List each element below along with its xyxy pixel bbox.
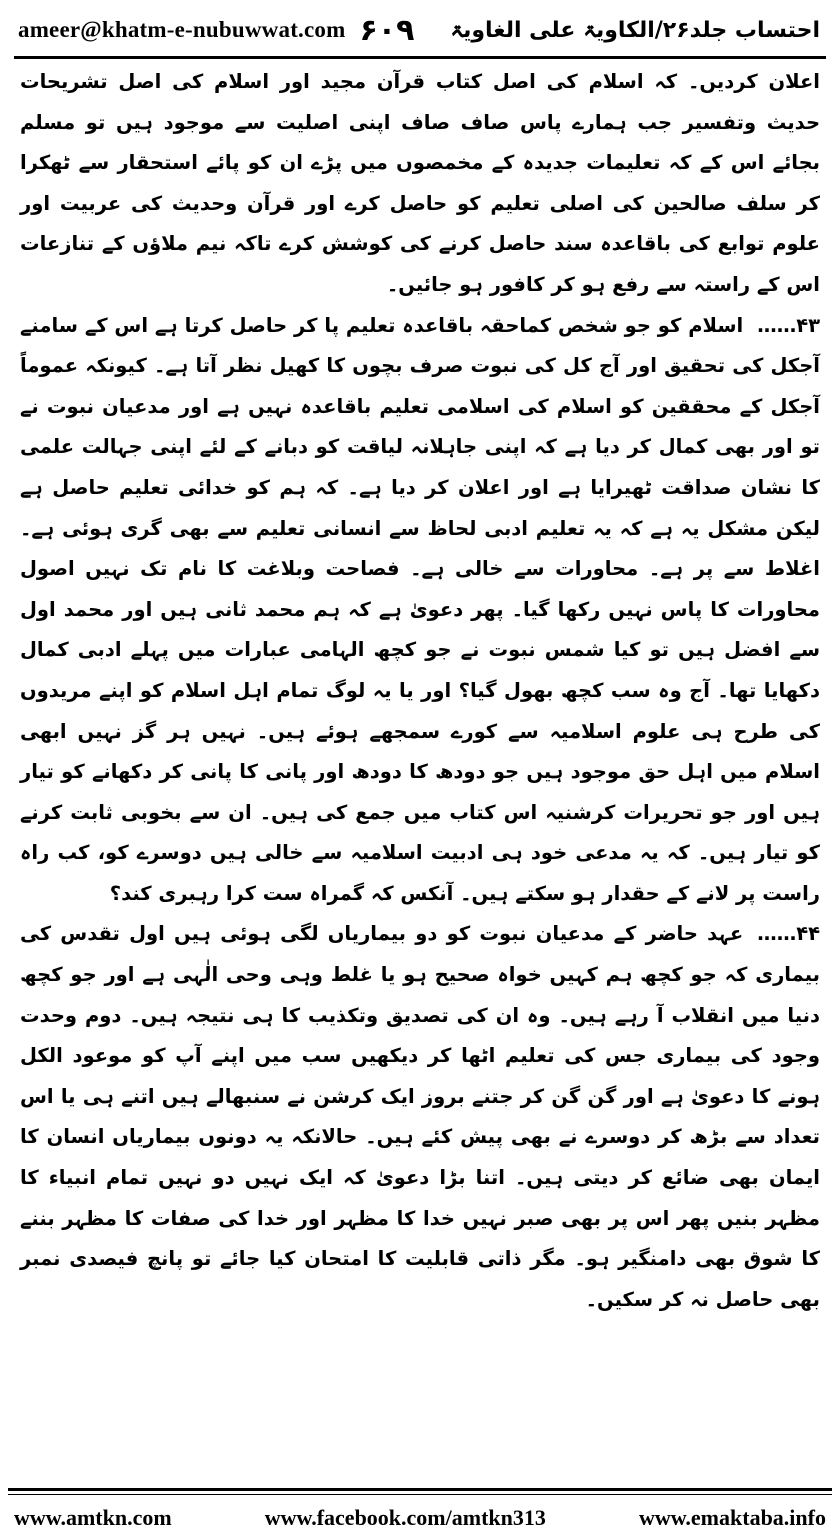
footer-rule-thick (8, 1488, 832, 1491)
body-text (20, 62, 820, 1320)
footer-link-emaktaba[interactable]: www.emaktaba.info (638, 1505, 826, 1530)
paragraph-text: عہد حاضر کے مدعیان نبوت کو دو بیماریاں لگی ہوئی ہیں اول تقدس کی بیماری کہ جو کچھ ہم کہیں خواہ صحیح ہو یا غلط وہی وحی الٰہی ہے اور جو کچھ دنیا میں انقلاب آ رہے ہیں۔ وہ ان کی تصدیق وتکذیب کا ہی نتیجہ ہیں۔ دوم وحدت وجود کی بیماری جس کی تعلیم اٹھا کر دیکھیں سب میں اپنے آپ کو موعود الکل ہونے کا دعویٰ ہے اور گن گن کر جتنے بروز ایک کرشن نے سنبھالے ہیں اتنے ہی یا اس تعداد سے بڑھ کر دوسرے نے بھی پیش کئے ہیں۔ حالانکہ یہ دونوں بیماریاں انسان کا ایمان بھی ضائع کر دیتی ہیں۔ اتنا بڑا دعویٰ کہ ایک نہیں دو نہیں تمام انبیاء کا مظہر بنیں پھر اس پر بھی صبر نہیں خدا کا مظہر اور خدا کی صفات کا مظہر بننے کا شوق بھی دامنگیر ہو۔ مگر ذاتی قابلیت کا امتحان کیا جائے تو پانچ فیصدی نمبر بھی حاصل نہ کر سکیں۔ (20, 922, 820, 1311)
paragraph-1 (20, 62, 820, 306)
running-title: احتساب جلد۲۶/الکاویۃ علی الغاویۃ (450, 17, 820, 43)
paragraph-44 (20, 914, 820, 1320)
page-header (18, 4, 820, 56)
header-rule (14, 56, 826, 59)
header-email[interactable]: ameer@khatm-e-nubuwwat.com (18, 17, 346, 42)
paragraph-number: ۴۳…… (757, 313, 820, 337)
paragraph-text: اسلام کو جو شخص کماحقہ باقاعدہ تعلیم پا کر حاصل کرتا ہے اس کے سامنے آجکل کی تحقیق اور آج کل کی نبوت صرف بچوں کا کھیل نظر آتا ہے۔ کیونکہ عموماً آجکل کے محققین کو اسلام کی اسلامی تعلیم باقاعدہ نہیں ہے اور مدعیان نبوت نے تو اور بھی کمال کر دیا ہے کہ اپنی جاہلانہ لیاقت کو دبانے کے لئے اپنی جہالت علمی کا نشان صداقت ٹھیرایا ہے اور اعلان کر دیا ہے۔ کہ ہم کو خدائی تعلیم حاصل ہے لیکن مشکل یہ ہے کہ یہ تعلیم ادبی لحاظ سے انسانی تعلیم سے بھی گری ہوئی ہے۔ اغلاط سے پر ہے۔ محاورات سے خالی ہے۔ فصاحت وبلاغت کا نام تک نہیں اصول محاورات کا پاس نہیں رکھا گیا۔ پھر دعویٰ ہے کہ ہم محمد ثانی ہیں اور محمد اول سے افضل ہیں تو کیا شمس نبوت نے جو کچھ الہامی عبارات میں پہلے ادبی کمال دکھایا تھا۔ آج وہ سب کچھ بھول گیا؟ اور یا یہ لوگ تمام اہل اسلام کو اپنے مریدوں کی طرح ہی علوم اسلامیہ سے کورے سمجھے ہوئے ہیں۔ نہیں ہر گز نہیں ابھی اسلام میں اہل حق موجود ہیں جو دودھ کا دودھ اور پانی کا پانی کر دکھانے کو تیار ہیں اور جو تحریرات کرشنیہ اس کتاب میں جمع کی ہیں۔ ان سے بخوبی ثابت کرنے کو تیار ہیں۔ کہ یہ مدعی خود ہی ادبیت اسلامیہ سے خالی ہیں دوسرے کو، کب راہ راست پر لانے کے حقدار ہو سکتے ہیں۔ آنکس کہ گمراہ ست کرا رہبری کند؟ (20, 313, 820, 905)
paragraph-number: ۴۴…… (757, 922, 820, 946)
footer-link-amtkn[interactable]: www.amtkn.com (14, 1505, 172, 1530)
header-left (18, 13, 414, 48)
paragraph-43 (20, 306, 820, 915)
page-number: ۶۰۹ (359, 12, 415, 48)
page-footer (14, 1500, 826, 1536)
footer-link-facebook[interactable]: www.facebook.com/amtkn313 (264, 1505, 546, 1530)
paragraph-text: اعلان کردیں۔ کہ اسلام کی اصل کتاب قرآن مجید اور اسلام کی اصل تشریحات حدیث وتفسیر جب ہمارے پاس صاف صاف اپنی اصلیت سے موجود ہیں تو مسلم بجائے اس کے کہ تعلیمات جدیدہ کے مخمصوں میں پڑے ان کو پائے استحقار سے ٹھکرا کر سلف صالحین کی اصلی تعلیم کو حاصل کرے اور قرآن وحدیث کی عربیت اور علوم توابع کی باقاعدہ سند حاصل کرنے کی کوشش کرے تاکہ نیم ملاؤں کے تنازعات اس کے راستہ سے رفع ہو کر کافور ہو جائیں۔ (20, 70, 820, 296)
footer-rule-thin (8, 1494, 832, 1495)
